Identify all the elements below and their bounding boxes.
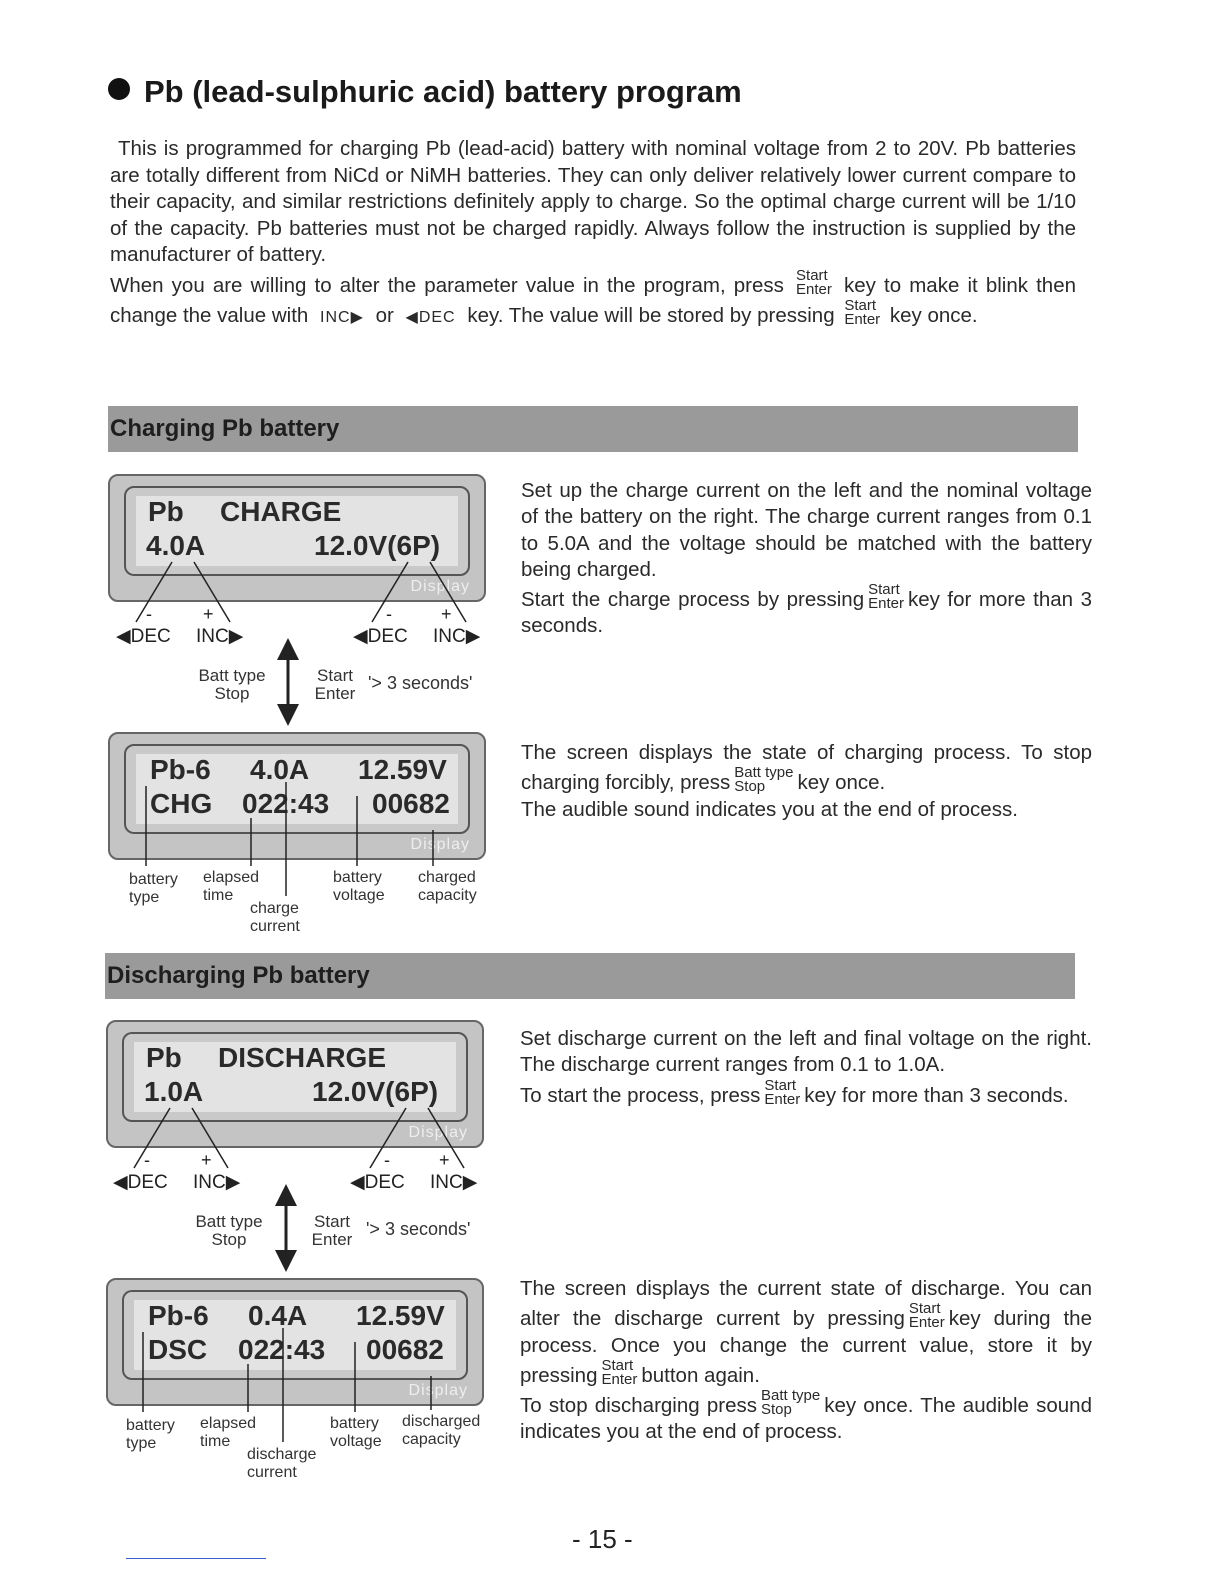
pointer-line bbox=[428, 1108, 464, 1168]
inc-key-current: INC▶ bbox=[193, 1172, 241, 1193]
display-label: Display bbox=[408, 1124, 468, 1141]
lcd-text: 1.0A bbox=[144, 1076, 204, 1107]
intro-paragraph-2: When you are willing to alter the parameter value in the program, press Start Enter key to make it blink then change the value with INC▶ or ◀DEC key. The value will be stored by pressing Start Enter key once. bbox=[110, 266, 1077, 328]
lcd-text: 022:43 bbox=[242, 788, 330, 819]
start-enter-key: Start Enter bbox=[311, 1212, 353, 1249]
arrow-down-icon bbox=[275, 1250, 297, 1272]
minus-sign: - bbox=[386, 604, 392, 624]
plus-sign: + bbox=[201, 1150, 212, 1170]
minus-sign: - bbox=[146, 604, 152, 624]
start-enter-key: Start Enter bbox=[601, 1356, 638, 1388]
label-battery-voltage: battery voltage bbox=[330, 1415, 382, 1450]
lcd-text: DISCHARGE bbox=[218, 1042, 387, 1073]
display-label: Display bbox=[410, 578, 470, 595]
lcd-text: 4.0A bbox=[146, 530, 206, 561]
inc-key-voltage: INC▶ bbox=[433, 626, 481, 647]
lcd-text: Pb-6 bbox=[148, 1300, 209, 1331]
dec-key-current: ◀DEC bbox=[113, 1172, 168, 1193]
batt-type-stop-key: Batt type Stop bbox=[195, 1212, 263, 1249]
lcd-text: DSC bbox=[148, 1334, 208, 1365]
discharge-status-description: The screen displays the current state of discharge. You can alter the discharge current by pressing Start Enter key during the process. Once you change the current value, store it by pressing Start Enter button again. To stop discharging press Batt type Stop key once. The audible sound indicates you at the end of process. bbox=[520, 1277, 1092, 1444]
lcd-text: Pb-6 bbox=[150, 754, 211, 785]
footer-line bbox=[126, 1558, 266, 1559]
display-label: Display bbox=[408, 1382, 468, 1399]
pointer-line bbox=[134, 1108, 170, 1168]
seconds-label: '> 3 seconds' bbox=[366, 1219, 471, 1239]
plus-sign: + bbox=[441, 604, 452, 624]
lcd-text: CHARGE bbox=[220, 496, 342, 527]
discharge-setup-description: Set discharge current on the left and final voltage on the right. The discharge current ranges from 0.1 to 1.0A. To start the process, press Start Enter key for more than 3 seconds. bbox=[520, 1027, 1092, 1108]
lcd-text: Pb bbox=[148, 496, 184, 527]
lcd-text: 0.4A bbox=[248, 1300, 308, 1331]
inc-key: INC▶ bbox=[320, 309, 364, 326]
label-elapsed-time: elapsed time bbox=[203, 869, 260, 904]
label-discharge-current: discharge current bbox=[247, 1446, 317, 1481]
start-enter-key: Start Enter bbox=[908, 1300, 945, 1332]
lcd-text: 00682 bbox=[372, 788, 450, 819]
start-enter-key: Start Enter bbox=[764, 1076, 801, 1108]
inc-key-voltage: INC▶ bbox=[430, 1172, 478, 1193]
batt-type-stop-key: Batt type Stop bbox=[198, 666, 266, 703]
plus-sign: + bbox=[203, 604, 214, 624]
dec-key-voltage: ◀DEC bbox=[350, 1172, 405, 1193]
label-battery-type: battery type bbox=[126, 1417, 175, 1452]
pointer-line bbox=[136, 562, 172, 622]
inc-key-current: INC▶ bbox=[196, 626, 244, 647]
lcd-text: 4.0A bbox=[250, 754, 310, 785]
section-header-charging-text: Charging Pb battery bbox=[110, 415, 340, 442]
intro-paragraph-1: This is programmed for charging Pb (lead-acid) battery with nominal voltage from 2 to 20V. Pb batteries are totally different from NiCd or NiMH batteries. They can only deliver relatively lower current compare to their capacity, and similar restrictions definitely apply to charge. So the optimal charge current will be 1/10 of the capacity. Pb batteries must not be charged rapidly. Always follow the instruction is supplied by the manufacturer of battery. bbox=[110, 137, 1076, 266]
pointer-line bbox=[194, 562, 230, 622]
start-enter-key: Start Enter bbox=[868, 581, 904, 613]
start-enter-key: Start Enter bbox=[314, 666, 356, 703]
start-enter-key: Start Enter bbox=[844, 297, 881, 328]
label-elapsed-time: elapsed time bbox=[200, 1415, 257, 1450]
minus-sign: - bbox=[144, 1150, 150, 1170]
lcd-text: 12.0V(6P) bbox=[314, 530, 441, 561]
lcd-text: 12.0V(6P) bbox=[312, 1076, 439, 1107]
pointer-line bbox=[430, 562, 466, 622]
lcd-text: 022:43 bbox=[238, 1334, 326, 1365]
page-number: - 15 - bbox=[572, 1524, 633, 1554]
section-header-discharging-text: Discharging Pb battery bbox=[107, 962, 370, 989]
seconds-label: '> 3 seconds' bbox=[368, 673, 473, 693]
batt-type-stop-key: Batt type Stop bbox=[760, 1387, 821, 1419]
label-battery-type: battery type bbox=[129, 871, 178, 906]
lcd-text: Pb bbox=[146, 1042, 182, 1073]
display-label: Display bbox=[410, 836, 470, 853]
arrow-down-icon bbox=[277, 704, 299, 726]
dec-key-voltage: ◀DEC bbox=[353, 626, 408, 647]
label-charged-capacity: charged capacity bbox=[418, 869, 477, 904]
pointer-line bbox=[372, 562, 408, 622]
label-battery-voltage: battery voltage bbox=[333, 869, 385, 904]
dec-key: ◀DEC bbox=[405, 309, 456, 326]
label-discharged-capacity: discharged capacity bbox=[402, 1413, 481, 1448]
lcd-text: 12.59V bbox=[358, 754, 447, 785]
pointer-line bbox=[192, 1108, 228, 1168]
arrow-up-icon bbox=[277, 638, 299, 660]
lcd-text: 00682 bbox=[366, 1334, 444, 1365]
charge-setup-description: Set up the charge current on the left and the nominal voltage of the battery on the right. The charge current ranges from 0.1 to 5.0A and the voltage should be matched with the battery being charged. Start the charge process by pressing Start Enter key for more than 3 seconds. bbox=[521, 479, 1092, 638]
minus-sign: - bbox=[384, 1150, 390, 1170]
dec-key-current: ◀DEC bbox=[116, 626, 171, 647]
pointer-line bbox=[370, 1108, 406, 1168]
lcd-text: 12.59V bbox=[356, 1300, 445, 1331]
arrow-up-icon bbox=[275, 1184, 297, 1206]
label-charge-current: charge current bbox=[250, 900, 300, 935]
plus-sign: + bbox=[439, 1150, 450, 1170]
start-enter-key: Start Enter bbox=[796, 266, 832, 298]
lcd-text: CHG bbox=[150, 788, 213, 819]
page-title-text: Pb (lead-sulphuric acid) battery program bbox=[144, 74, 742, 109]
charge-status-description: The screen displays the state of charging process. To stop charging forcibly, press Batt type Stop key once. The audible sound indicates you at the end of process. bbox=[521, 741, 1092, 821]
batt-type-stop-key: Batt type Stop bbox=[734, 764, 794, 796]
